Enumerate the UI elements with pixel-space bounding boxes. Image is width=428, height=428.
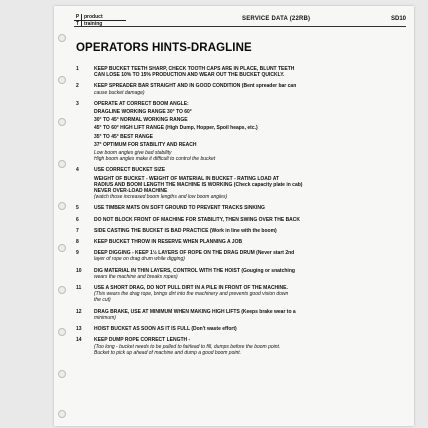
binder-hole <box>58 328 66 336</box>
hint-number: 13 <box>76 326 82 333</box>
hint-text-line: 37° OPTIMUM FOR STABILITY AND REACH <box>94 141 197 148</box>
binder-hole <box>58 286 66 294</box>
hint-number: 3 <box>76 100 79 107</box>
binder-hole <box>58 410 66 418</box>
hint-item <box>76 101 396 163</box>
hint-text-line: USE A SHORT DRAG, DO NOT PULL DIRT IN A PILE IN FRONT OF THE MACHINE. <box>94 285 288 292</box>
hint-item <box>76 205 396 211</box>
hint-number: 2 <box>76 83 79 90</box>
hint-text-line: (This wears the drag rope, brings dirt into the machinery and prevents good vision down <box>94 291 289 298</box>
hint-text-line: USE CORRECT BUCKET SIZE <box>94 167 166 174</box>
hint-item <box>76 217 396 223</box>
hint-text-line: KEEP SPREADER BAR STRAIGHT AND IN GOOD CONDITION (Bent spreader bar can <box>94 83 297 90</box>
hint-text-line: NEVER OVER-LOAD MACHINE <box>94 188 168 195</box>
hint-item <box>76 83 396 95</box>
binder-hole <box>58 34 66 42</box>
hint-item <box>76 337 396 356</box>
hint-text-line: (Too long - bucket needs to be pulled to fairlead to fill, dumps before the boom point. <box>94 343 281 350</box>
service-data-title: SERVICE DATA (22RB) <box>242 16 311 22</box>
hint-text-line: layer of rope on drag drum while digging) <box>94 256 185 263</box>
hint-text-line: minimum) <box>94 314 116 321</box>
hint-text-line: High boom angles make it difficult to control the bucket <box>94 156 216 163</box>
logo-word-training: training <box>84 21 103 27</box>
hint-item <box>76 228 396 234</box>
logo-word-product: product <box>84 14 103 20</box>
logo-letter-t: T <box>74 21 82 27</box>
hint-number: 7 <box>76 227 79 234</box>
hint-text-line: wears the machine and breaks ropes) <box>94 273 178 280</box>
hints-list <box>76 66 396 361</box>
hint-item <box>76 326 396 332</box>
hint-number: 10 <box>76 267 82 274</box>
hint-number: 6 <box>76 216 79 223</box>
hint-item <box>76 66 396 78</box>
document-page <box>54 6 414 426</box>
hint-text-line: HOIST BUCKET AS SOON AS IT IS FULL (Don't waste effort) <box>94 326 237 333</box>
page-title: OPERATORS HINTS-DRAGLINE <box>76 42 252 54</box>
hint-text-line: (watch those increased boom lengths and low boom angles) <box>94 194 228 201</box>
hint-item <box>76 239 396 245</box>
hint-text-line: DRAG BRAKE, USE AT MINIMUM WHEN MAKING HIGH LIFTS (Keeps brake wear to a <box>94 308 296 315</box>
hint-item <box>76 309 396 321</box>
binder-hole <box>58 118 66 126</box>
hint-text-line: KEEP DUMP ROPE CORRECT LENGTH - <box>94 337 191 344</box>
hint-text-line: SIDE CASTING THE BUCKET IS BAD PRACTICE (Work in line with the boom) <box>94 227 277 234</box>
logo-letter-p: P <box>74 14 82 20</box>
hint-text-line: cause bucket damage) <box>94 89 145 96</box>
hint-text-line: CAN LOSE 10% TO 15% PRODUCTION AND WEAR OUT THE BUCKET QUICKLY. <box>94 72 285 79</box>
binder-hole <box>58 76 66 84</box>
hint-text-line: 30° TO 45° NORMAL WORKING RANGE <box>94 117 188 124</box>
binder-hole <box>58 370 66 378</box>
binder-hole <box>58 244 66 252</box>
binder-hole <box>58 160 66 168</box>
binder-hole <box>58 202 66 210</box>
page-code: SD10 <box>390 16 406 22</box>
hint-number: 9 <box>76 250 79 257</box>
hint-number: 1 <box>76 66 79 72</box>
hint-text-line: DRAGLINE WORKING RANGE 30° TO 60° <box>94 109 192 116</box>
hint-text-line: WEIGHT OF BUCKET - WEIGHT OF MATERIAL IN BUCKET - RATING LOAD AT <box>94 175 279 182</box>
product-training-logo <box>74 14 126 26</box>
hint-text-line: Low boom angles give bad stability <box>94 150 172 157</box>
hint-text-line: USE TIMBER MATS ON SOFT GROUND TO PREVENT TRACKS SINKING <box>94 205 265 212</box>
hint-text-line: OPERATE AT CORRECT BOOM ANGLE: <box>94 100 189 107</box>
hint-number: 8 <box>76 239 79 246</box>
hint-item <box>76 285 396 304</box>
hint-number: 11 <box>76 285 82 292</box>
hint-text-line: 35° TO 45° BEST RANGE <box>94 133 153 140</box>
hint-text-line: DIG MATERIAL IN THIN LAYERS, CONTROL WITH THE HOIST (Gouging or snatching <box>94 267 295 274</box>
hint-text-line: DEEP DIGGING - KEEP 1½ LAYERS OF ROPE ON THE DRAG DRUM (Never start 2nd <box>94 250 295 257</box>
hint-text-line: the cut) <box>94 297 111 304</box>
hint-item <box>76 268 396 280</box>
hint-text-line: Bucket to pick up ahead of machine and dump a good boom point. <box>94 349 242 356</box>
hint-text-line: DO NOT BLOCK FRONT OF MACHINE FOR STABILITY, THEN SWING OVER THE BACK <box>94 216 301 223</box>
hint-text-line: KEEP BUCKET TEETH SHARP, CHECK TOOTH CAPS ARE IN PLACE, BLUNT TEETH <box>94 66 295 72</box>
hint-number: 5 <box>76 205 79 212</box>
hint-item <box>76 250 396 262</box>
header-rule <box>74 26 406 27</box>
hint-number: 4 <box>76 167 79 174</box>
hint-number: 14 <box>76 337 82 344</box>
hint-text-line: RADIUS AND BOOM LENGTH THE MACHINE IS WORKING (Check capacity plate in cab) <box>94 181 303 188</box>
hint-text-line: 45° TO 60° HIGH LIFT RANGE (High Dump, Hopper, Spoil heaps, etc.) <box>94 125 258 132</box>
hint-number: 12 <box>76 308 82 315</box>
hint-text-line: KEEP BUCKET THROW IN RESERVE WHEN PLANNING A JOB <box>94 239 243 246</box>
page-header <box>74 14 406 26</box>
hint-item <box>76 167 396 200</box>
